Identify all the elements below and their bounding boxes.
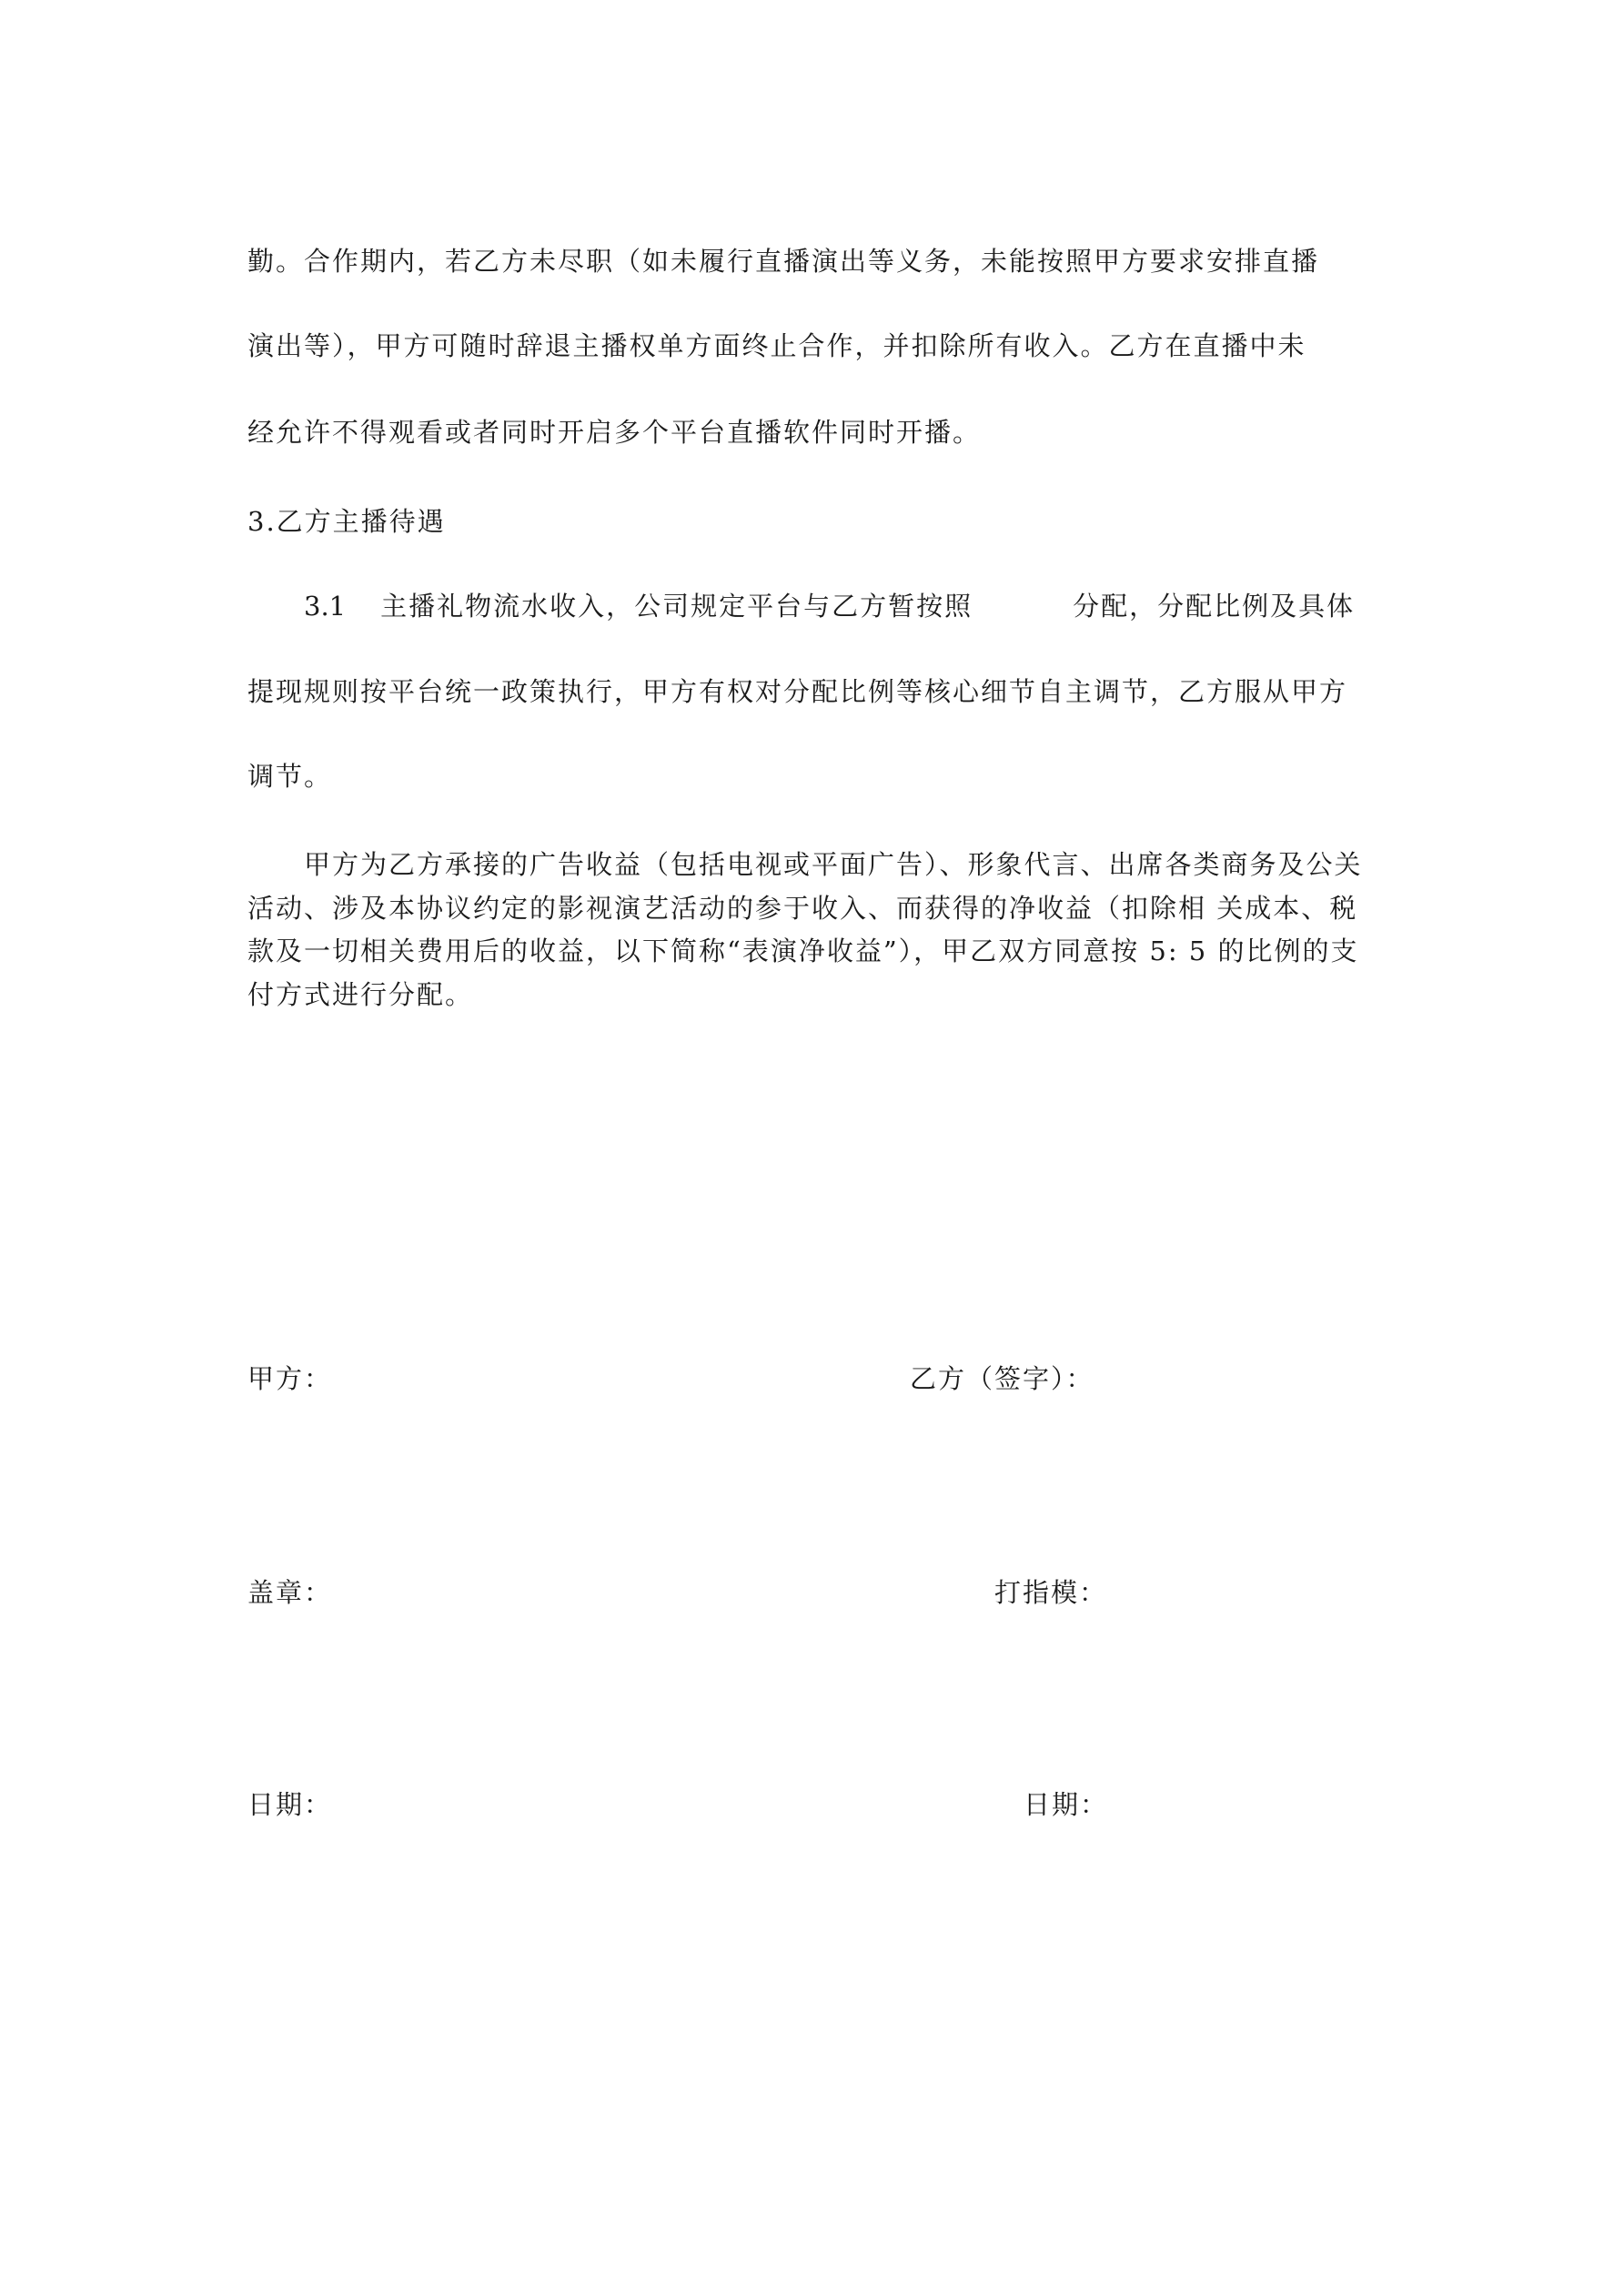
paragraph-line-3: 款及一切相关费用后的收益，以下简称“表演净收益”），甲乙双方同意按 5: 5 的比例的支 — [247, 936, 1359, 966]
date-a-label: 日期： — [247, 1789, 333, 1820]
seal-label: 盖章： — [247, 1577, 333, 1608]
clause-text-part1: 主播礼物流水收入，公司规定平台与乙方暂按照 — [380, 591, 973, 622]
clause-number: 3.1 — [304, 591, 347, 622]
fingerprint-label: 打指模： — [994, 1577, 1108, 1608]
body-line-2: 演出等），甲方可随时辞退主播权单方面终止合作，并扣除所有收入。乙方在直播中未 — [247, 330, 1306, 361]
date-b-label: 日期： — [1024, 1789, 1109, 1820]
section-heading: 3.乙方主播待遇 — [247, 506, 446, 537]
party-b-label: 乙方（签字）： — [910, 1363, 1094, 1394]
clause-3-1-line-2: 提现规则按平台统一政策执行，甲方有权对分配比例等核心细节自主调节，乙方服从甲方 — [247, 676, 1348, 707]
party-a-label: 甲方： — [247, 1363, 333, 1394]
clause-text-part2: 分配，分配比例及具体 — [1073, 591, 1356, 622]
body-line-3: 经允许不得观看或者同时开启多个平台直播软件同时开播。 — [247, 417, 982, 448]
clause-3-1-line-3: 调节。 — [247, 761, 333, 792]
paragraph-line-2: 活动、涉及本协议约定的影视演艺活动的参于收入、而获得的净收益（扣除相 关成本、税 — [247, 893, 1358, 924]
clause-3-1-line-1 — [304, 588, 1355, 624]
paragraph-line-1: 甲方为乙方承接的广告收益（包括电视或平面广告）、形象代言、出席各类商务及公关 — [304, 849, 1363, 880]
paragraph-line-4: 付方式进行分配。 — [247, 979, 474, 1010]
body-line-1: 勤。合作期内，若乙方未尽职（如未履行直播演出等义务，未能按照甲方要求安排直播 — [247, 246, 1320, 277]
